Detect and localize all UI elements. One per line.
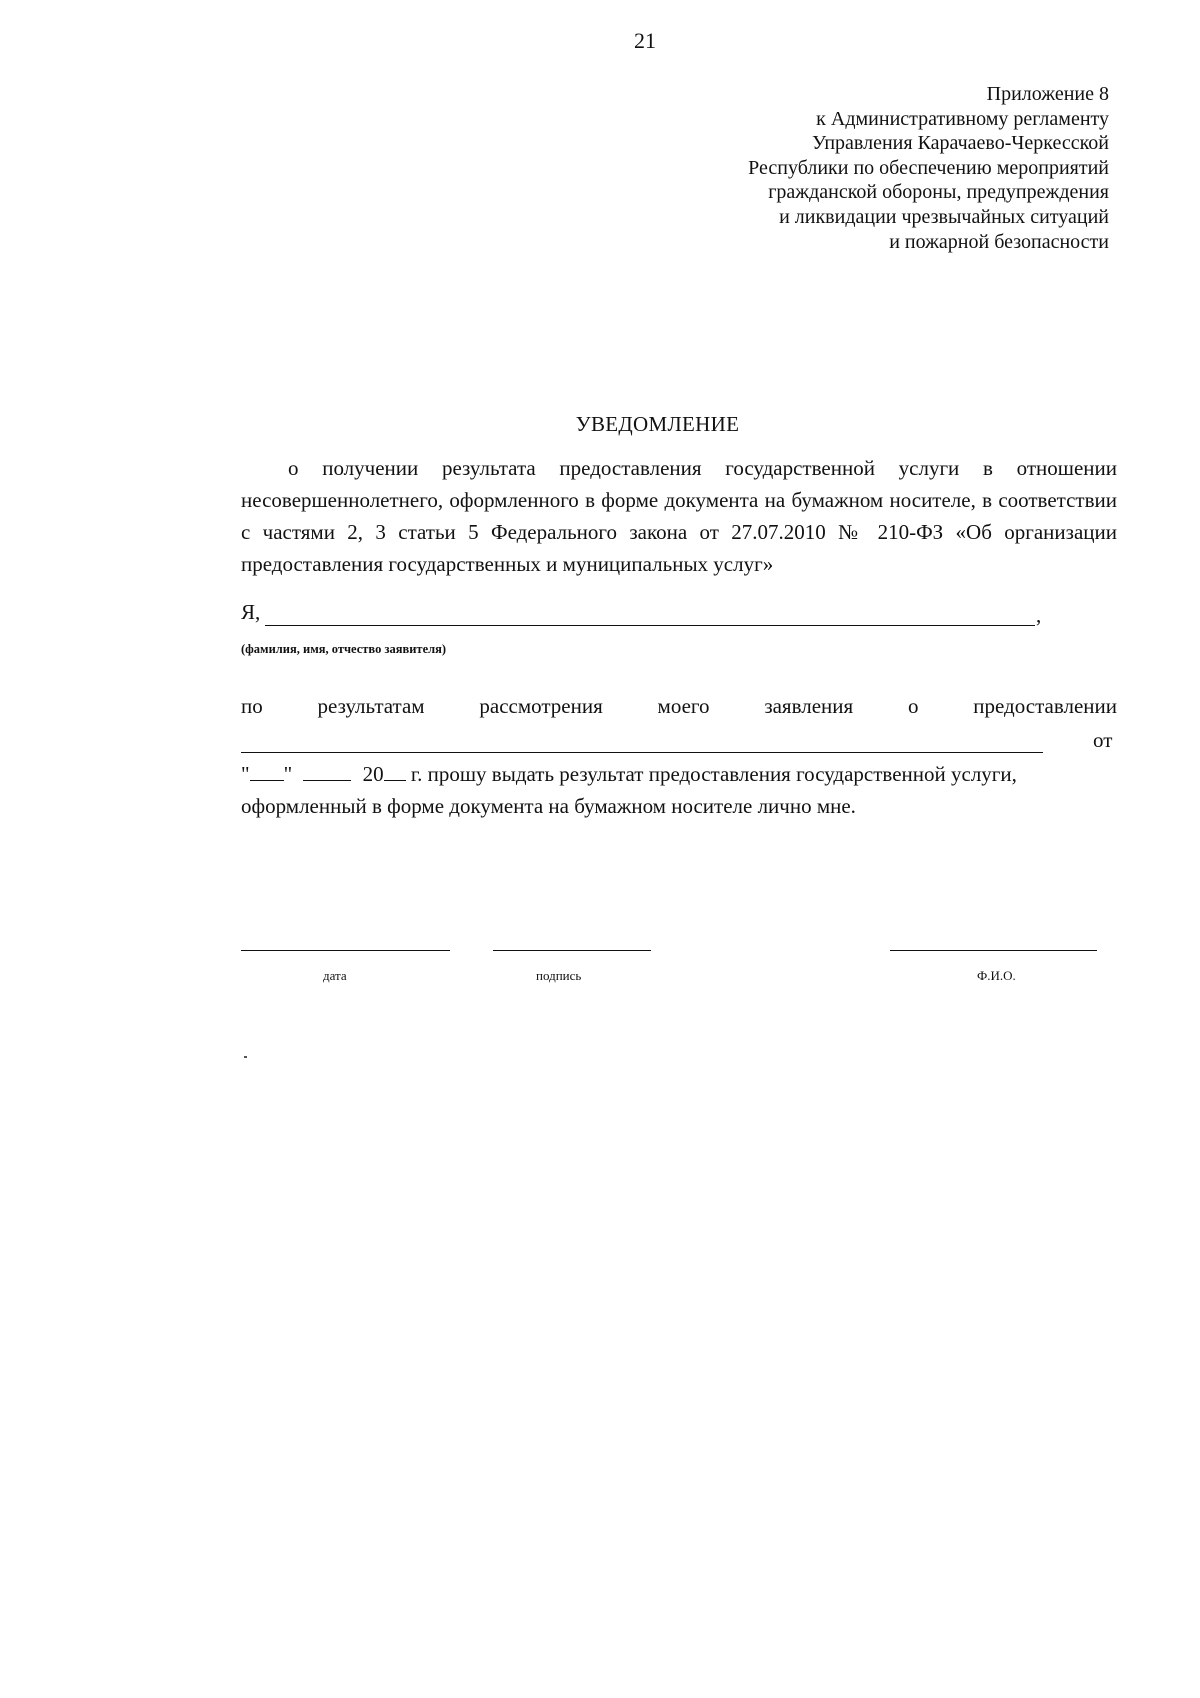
request-word: по <box>241 694 263 718</box>
request-word: предоставлении <box>973 694 1117 718</box>
signature-label: подпись <box>536 968 582 983</box>
from-label: от <box>1093 728 1113 752</box>
appendix-header <box>748 82 1109 254</box>
request-word: моего <box>657 694 710 718</box>
date-label: дата <box>323 968 347 983</box>
date-signature-line[interactable] <box>241 950 450 951</box>
date-sentence-rest: г. прошу выдать результат предоставления государственной услуги, <box>410 762 1017 786</box>
applicant-prefix: Я, <box>241 600 261 624</box>
service-name-field[interactable] <box>241 752 1043 753</box>
intro-paragraph: о получении результата предоставления государственной услуги в отношении несовершеннолетнего, оформленного в форме документа на бумажном носителе, в соответствии с частями 2, 3 статьи 5 Федерального закона от 27.07.2010 № 210-ФЗ «Об организации предоставления государственных и муниципальных услуг» <box>241 456 1117 576</box>
applicant-name-field[interactable] <box>265 625 1035 626</box>
document-title: УВЕДОМЛЕНИЕ <box>575 412 740 436</box>
year-prefix: 20 <box>362 762 384 786</box>
scan-speck <box>244 1056 247 1058</box>
full-name-line[interactable] <box>890 950 1097 951</box>
appendix-line: Приложение 8 <box>986 83 1109 105</box>
full-name-label: Ф.И.О. <box>977 968 1016 983</box>
appendix-line: и пожарной безопасности <box>889 230 1109 253</box>
date-sentence-final: оформленный в форме документа на бумажном носителе лично мне. <box>241 794 856 818</box>
appendix-line: гражданской обороны, предупреждения <box>768 181 1109 204</box>
applicant-suffix: , <box>1036 603 1042 627</box>
appendix-line: и ликвидации чрезвычайных ситуаций <box>779 205 1109 228</box>
request-word: заявления <box>764 694 854 718</box>
page-number: 21 <box>634 28 656 53</box>
year-field[interactable] <box>384 760 406 781</box>
date-sentence <box>241 758 1117 822</box>
request-row <box>241 694 1117 719</box>
request-word: о <box>907 694 919 718</box>
request-word: результатам <box>317 694 425 718</box>
appendix-line: Республики по обеспечению мероприятий <box>748 156 1109 179</box>
appendix-line: к Административному регламенту <box>816 107 1109 130</box>
day-field[interactable] <box>250 760 284 781</box>
request-word: рассмотрения <box>479 694 603 718</box>
appendix-line: Управления Карачаево-Черкесской <box>811 132 1109 155</box>
signature-line[interactable] <box>493 950 651 951</box>
month-field[interactable] <box>303 760 351 781</box>
applicant-hint: (фамилия, имя, отчество заявителя) <box>241 642 447 656</box>
quote-close: " <box>283 762 293 786</box>
quote-open: " <box>241 762 250 786</box>
